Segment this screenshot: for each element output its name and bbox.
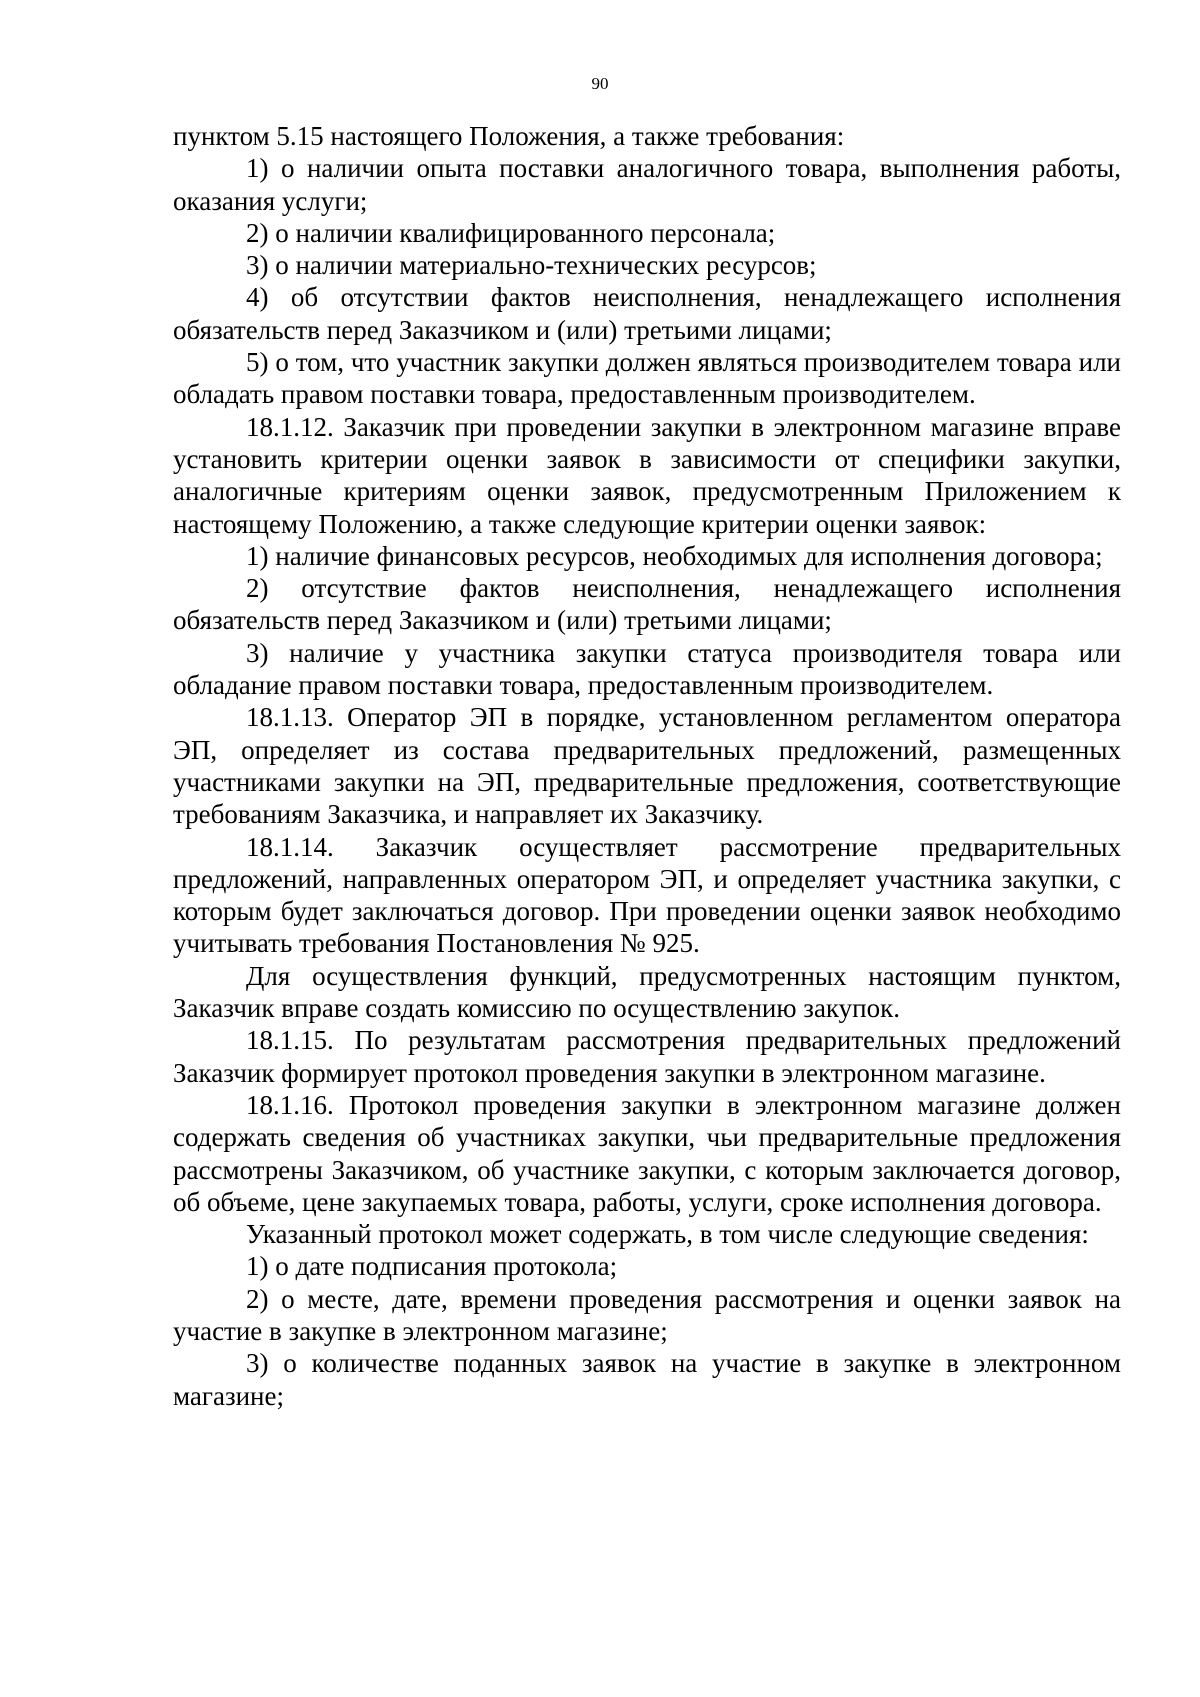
clause-18-1-12: 18.1.12. Заказчик при проведении закупки в электронном магазине вправе установить критерии оценки заявок в зависимости от специфики закупки, аналогичные критериям оценки заявок, предусмотренным Приложением к настоящему Положению, а также следующие критерии оценки заявок: — [173, 411, 1121, 539]
clause-18-1-14: 18.1.14. Заказчик осуществляет рассмотрение предварительных предложений, направленных оператором ЭП, и определяет участника закупки, с которым будет заключаться договор. При проведении оценки заявок необходимо учитывать требования Постановления № 925. — [173, 831, 1121, 959]
clause-18-1-13: 18.1.13. Оператор ЭП в порядке, установленном регламентом оператора ЭП, определяет из состава предварительных предложений, размещенных участниками закупки на ЭП, предварительные предложения, соответствующие требованиям Заказчика, и направляет их Заказчику. — [173, 702, 1121, 830]
clause-18-1-16: 18.1.16. Протокол проведения закупки в электронном магазине должен содержать сведения об участниках закупки, чьи предварительные предложения рассмотрены Заказчиком, об участнике закупки, с которым заключается договор, об объеме, цене закупаемых товара, работы, услуги, сроке исполнения договора. — [173, 1089, 1121, 1217]
list-item: 3) о количестве поданных заявок на участие в закупке в электронном магазине; — [173, 1348, 1121, 1411]
list-item: 3) наличие у участника закупки статуса производителя товара или обладание правом поставки товара, предоставленным производителем. — [173, 637, 1121, 701]
list-item: 1) наличие финансовых ресурсов, необходимых для исполнения договора; — [246, 540, 1103, 571]
list-item: 3) о наличии материально-технических ресурсов; — [246, 250, 817, 281]
list-item: 1) о наличии опыта поставки аналогичного товара, выполнения работы, оказания услуги; — [173, 153, 1121, 216]
list-item: 2) отсутствие фактов неисполнения, ненадлежащего исполнения обязательств перед Заказчиком и (или) третьими лицами; — [173, 573, 1121, 636]
list-item: 4) об отсутствии фактов неисполнения, ненадлежащего исполнения обязательств перед Заказчиком и (или) третьими лицами; — [173, 282, 1121, 345]
list-item: 1) о дате подписания протокола; — [246, 1251, 618, 1282]
list-item: 2) о месте, дате, времени проведения рассмотрения и оценки заявок на участие в закупке в электронном магазине; — [173, 1283, 1121, 1346]
list-item: 5) о том, что участник закупки должен являться производителем товара или обладать правом поставки товара, предоставленным производителем. — [173, 347, 1121, 410]
page-number: 90 — [591, 74, 609, 93]
paragraph: пунктом 5.15 настоящего Положения, а также требования: — [173, 121, 845, 151]
clause-18-1-15: 18.1.15. По результатам рассмотрения предварительных предложений Заказчик формирует протокол проведения закупки в электронном магазине. — [173, 1025, 1121, 1088]
document-body — [173, 120, 1121, 1412]
paragraph: Для осуществления функций, предусмотренных настоящим пунктом, Заказчик вправе создать комиссию по осуществлению закупок. — [173, 960, 1121, 1024]
list-item: 2) о наличии квалифицированного персонала; — [246, 217, 776, 248]
paragraph: Указанный протокол может содержать, в том числе следующие сведения: — [246, 1219, 1089, 1250]
